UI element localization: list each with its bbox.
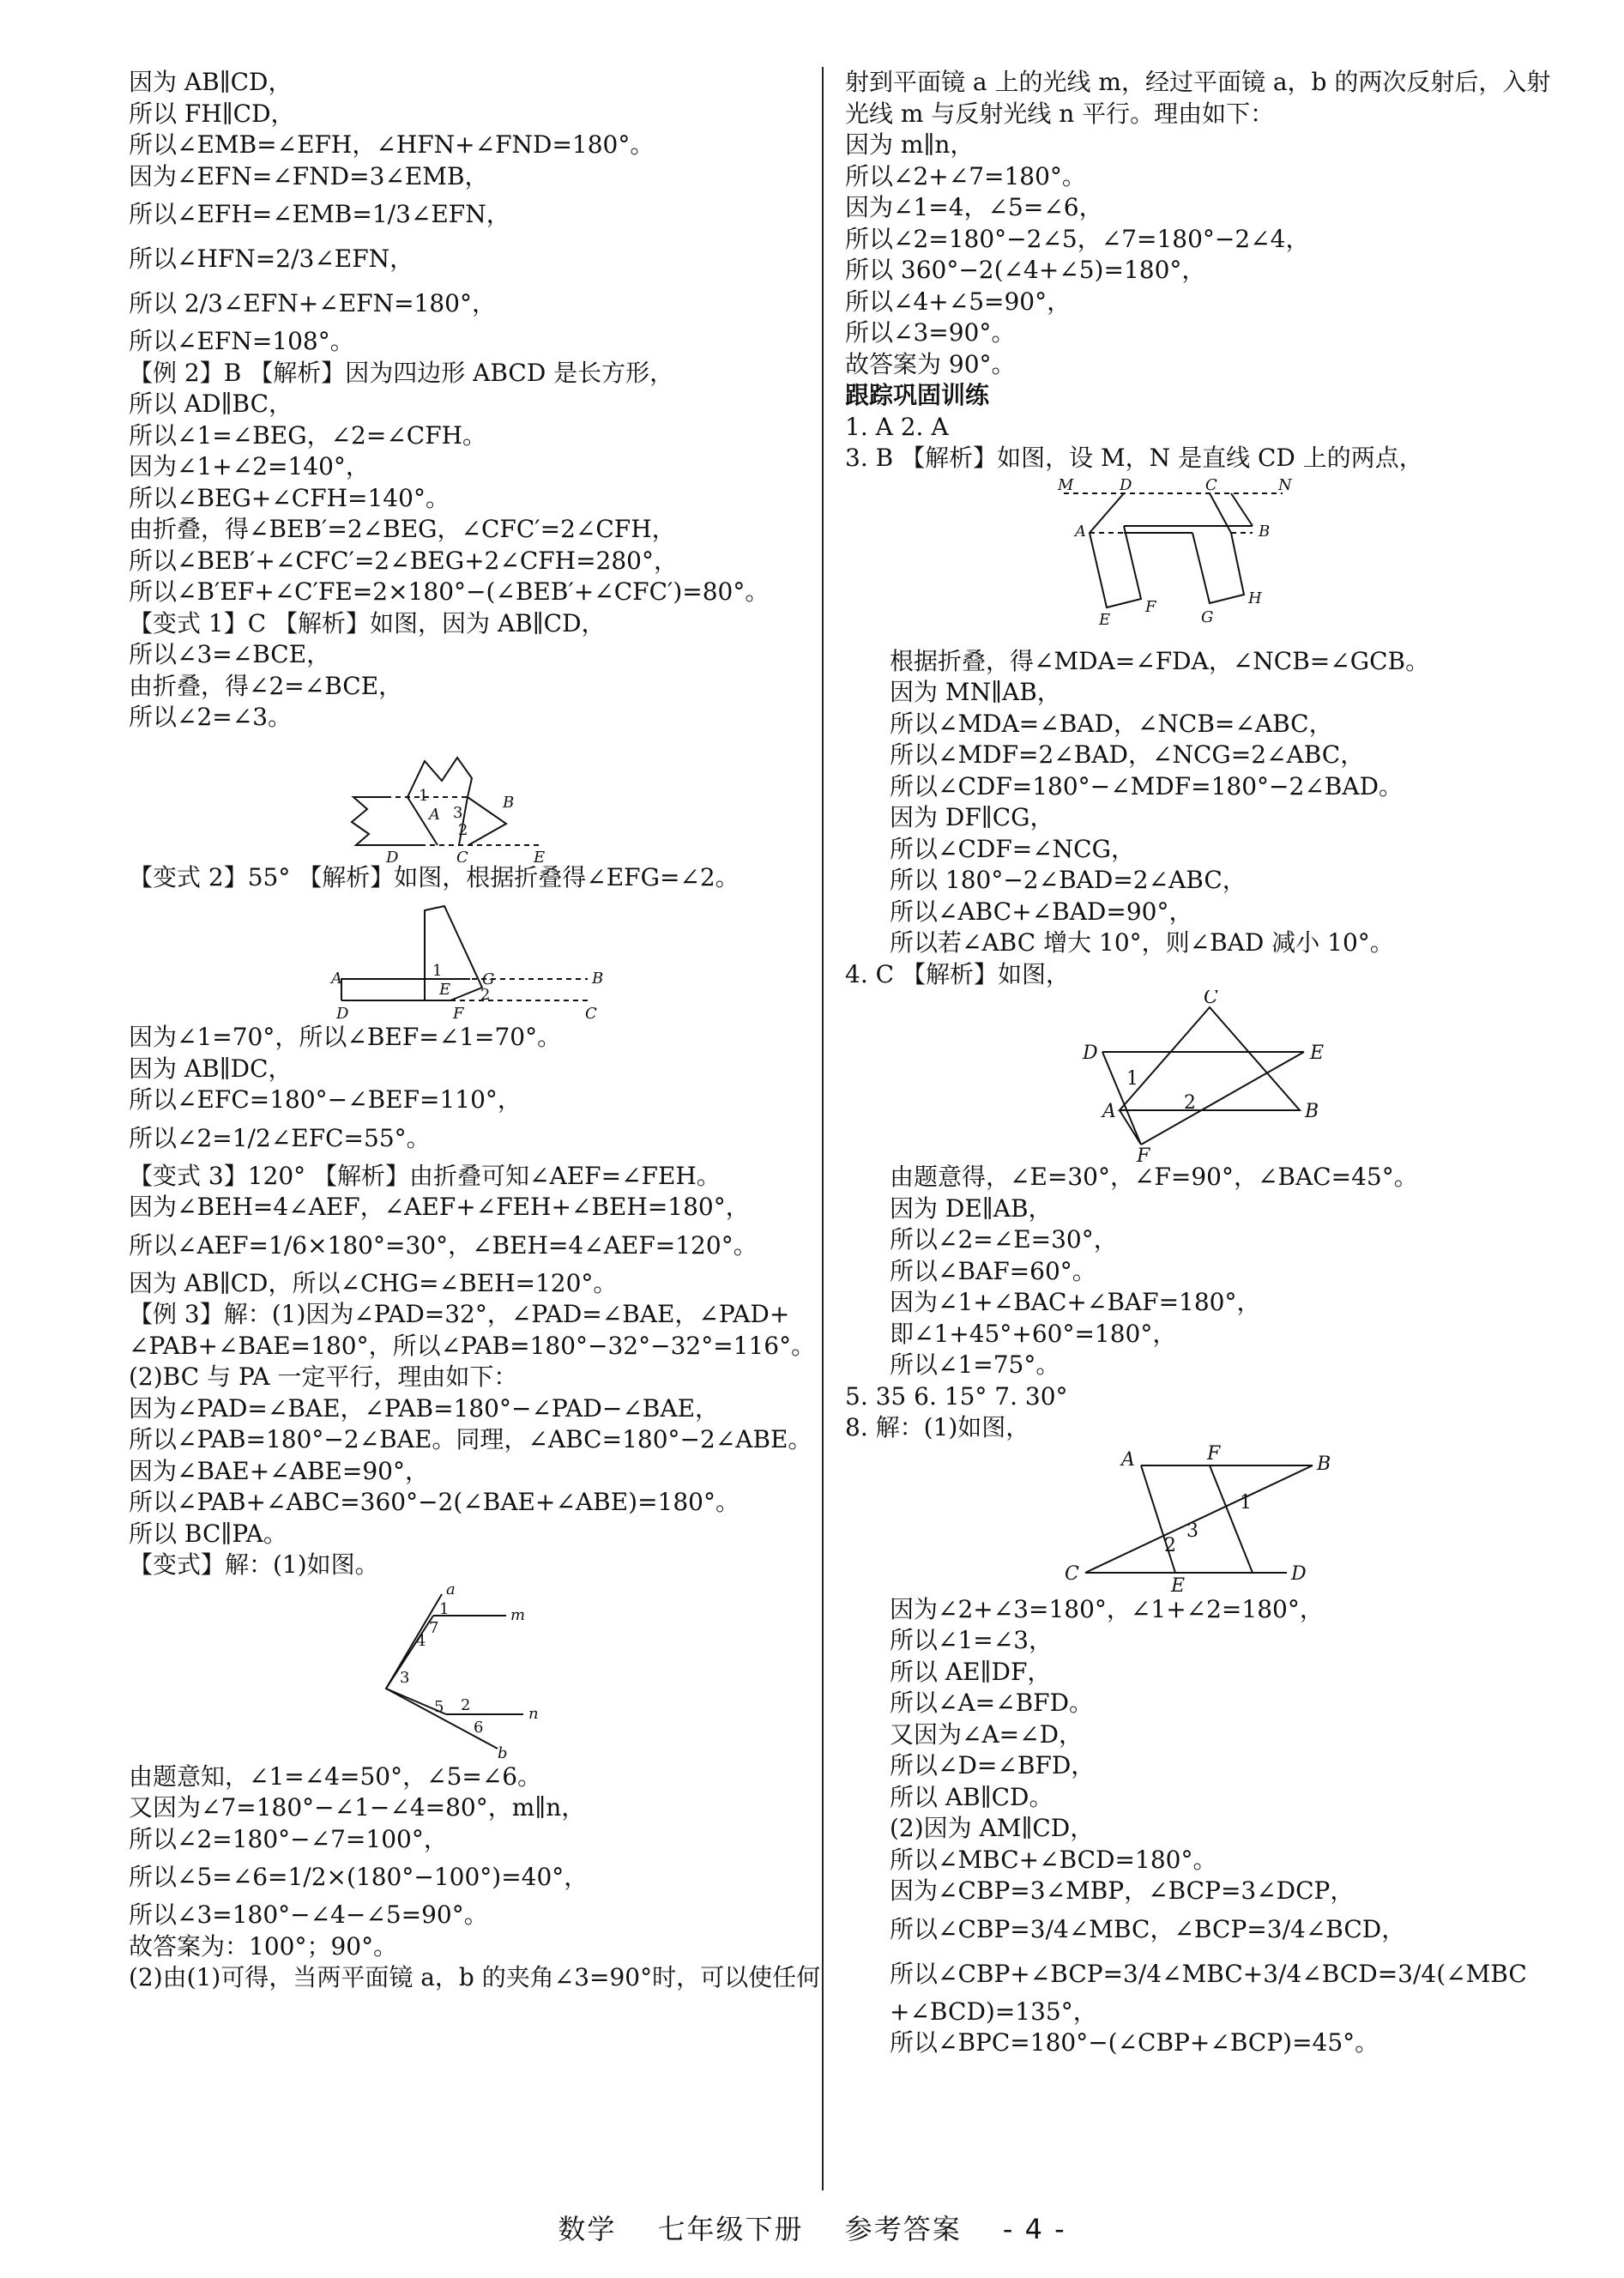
fig-label: 1 <box>419 786 429 805</box>
text-line: 【例 3】解：(1)因为∠PAD=32°，∠PAD=∠BAE，∠PAD+ <box>129 1300 790 1328</box>
text-line: 射到平面镜 a 上的光线 m，经过平面镜 a，b 的两次反射后，入射 <box>845 68 1551 96</box>
fig-label: 7 <box>429 1618 439 1637</box>
text-line: 所以 AE∥DF， <box>890 1657 1052 1686</box>
fig-label: C <box>456 848 468 862</box>
fig-label: F <box>1145 597 1156 616</box>
text-line: 所以∠BEG+∠CFH=140°。 <box>129 483 450 512</box>
fig-label: D <box>386 848 399 862</box>
text-line: 所以∠CDF=180°−∠MDF=180°−2∠BAD。 <box>890 771 1404 801</box>
right-block-2 <box>845 646 1531 959</box>
fig-label: N <box>1278 475 1292 494</box>
fig-label: B <box>1305 1101 1319 1122</box>
fig-label: A <box>1075 522 1086 541</box>
text-line: 所以∠2=180°−2∠5，∠7=180°−2∠4， <box>845 224 1310 253</box>
text-line: 4. C 【解析】如图， <box>845 959 1070 988</box>
text-line: 所以∠MBC+∠BCD=180°。 <box>890 1845 1217 1874</box>
fig-label: 3 <box>400 1668 410 1687</box>
text-line: 因为 MN∥AB， <box>890 678 1061 706</box>
text-line: 所以∠PAB+∠ABC=360°−2(∠BAE+∠ABE)=180°。 <box>129 1488 740 1516</box>
text-line: 所以∠EMB=∠EFH，∠HFN+∠FND=180°。 <box>129 130 655 159</box>
text-line: 所以∠1=∠3， <box>890 1626 1053 1654</box>
text-line: 所以∠A=∠BFD。 <box>890 1689 1094 1717</box>
text-line: 所以∠BEB′+∠CFC′=2∠BEG+2∠CFH=280°， <box>129 546 678 575</box>
fig-label: b <box>498 1743 508 1761</box>
right-block-4 <box>845 1162 1531 1381</box>
fig-label: 2 <box>1164 1534 1176 1556</box>
figure-parallel <box>845 1444 1531 1594</box>
fig-label: G <box>1201 607 1214 626</box>
fig-label: E <box>1310 1042 1325 1064</box>
figure-fold-strip-2 <box>129 893 815 1022</box>
fig-label: C <box>1065 1562 1079 1585</box>
figure-fold-strip-3 <box>845 474 1531 646</box>
fig-label: 3 <box>1186 1520 1198 1542</box>
fig-label: 1 <box>1126 1068 1138 1090</box>
text-line: 所以∠2=1/2∠EFC=55°。 <box>129 1123 431 1152</box>
text-line: 所以∠MDF=2∠BAD，∠NCG=2∠ABC， <box>890 740 1365 769</box>
fig-label: n <box>528 1704 539 1723</box>
fig-label: F <box>1137 1145 1150 1162</box>
text-line: 所以∠BAF=60°。 <box>890 1256 1096 1285</box>
text-line: 所以∠HFN=2/3∠EFN， <box>129 245 414 273</box>
text-line: 所以∠2=180°−∠7=100°， <box>129 1824 448 1853</box>
text-line: 所以∠2+∠7=180°。 <box>845 161 1086 190</box>
left-block-3 <box>129 1022 815 1581</box>
text-line: 即∠1+45°+60°=180°， <box>890 1319 1177 1348</box>
fig-label: E <box>1099 610 1111 629</box>
fig-label: 5 <box>434 1697 444 1716</box>
fig-label: A <box>1121 1448 1135 1471</box>
text-line: 因为 DF∥CG， <box>890 803 1054 831</box>
text-line: 【变式 3】120° 【解析】由折叠可知∠AEF=∠FEH。 <box>129 1161 721 1190</box>
text-line: 所以 BC∥PA。 <box>129 1519 287 1548</box>
column-divider <box>822 67 824 2190</box>
right-block-1 <box>845 67 1551 474</box>
figure-mirrors <box>129 1581 815 1761</box>
text-line: 因为 AB∥DC， <box>129 1054 293 1083</box>
fig-label: F <box>1207 1443 1221 1465</box>
text-line: (2)由(1)可得，当两平面镜 a，b 的夹角∠3=90°时，可以使任何 <box>129 1963 821 1991</box>
footer-grade: 七年级下册 <box>657 2213 804 2245</box>
text-line: 由题意得，∠E=30°，∠F=90°，∠BAC=45°。 <box>890 1163 1418 1191</box>
text-line: 所以 AB∥CD。 <box>890 1782 1053 1811</box>
text-line: 因为∠2+∠3=180°，∠1+∠2=180°， <box>890 1594 1324 1623</box>
figure-triangles <box>845 990 1531 1162</box>
fig-label: H <box>1248 589 1262 607</box>
fig-label: B <box>1317 1453 1331 1475</box>
page-footer <box>0 2208 1624 2247</box>
text-line: 又因为∠A=∠D， <box>890 1719 1084 1749</box>
text-line: 所以∠MDA=∠BAD，∠NCB=∠ABC， <box>890 709 1333 738</box>
text-line: 【变式】解：(1)如图。 <box>129 1550 379 1579</box>
fig-label: a <box>446 1580 456 1598</box>
text-line: 1. A 2. A <box>845 412 949 441</box>
text-line: 所以 2/3∠EFN+∠EFN=180°， <box>129 289 496 317</box>
fig-label: 1 <box>1240 1491 1252 1514</box>
fig-label: 1 <box>432 962 443 980</box>
text-line: 所以∠1=75°。 <box>890 1350 1060 1379</box>
text-line: 所以∠PAB=180°−2∠BAE。同理，∠ABC=180°−2∠ABE。 <box>129 1425 812 1453</box>
fig-label: 6 <box>474 1718 484 1737</box>
text-line: 由折叠，得∠2=∠BCE， <box>129 671 403 700</box>
text-line: 所以 360°−2(∠4+∠5)=180°， <box>845 256 1206 284</box>
fig-label: F <box>453 1005 464 1022</box>
left-column <box>129 67 821 1994</box>
text-line: 根据折叠，得∠MDA=∠FDA，∠NCB=∠GCB。 <box>890 646 1430 675</box>
fig-label: E <box>534 848 546 862</box>
text-line: 所以∠EFC=180°−∠BEF=110°， <box>129 1085 522 1114</box>
fig-label: D <box>1291 1562 1307 1585</box>
fig-label: A <box>331 970 342 988</box>
text-line: 因为∠1+∠BAC+∠BAF=180°， <box>890 1288 1261 1316</box>
text-line: 因为∠1+∠2=140°， <box>129 452 370 480</box>
text-line: 所以∠AEF=1/6×180°=30°，∠BEH=4∠AEF=120°。 <box>129 1230 758 1260</box>
text-line: 所以若∠ABC 增大 10°，则∠BAD 减小 10°。 <box>890 928 1394 957</box>
text-line: 所以 AD∥BC， <box>129 390 293 418</box>
footer-section: 参考答案 <box>844 2213 962 2245</box>
right-block-6 <box>845 1594 1531 2059</box>
fig-label: A <box>1102 1101 1116 1122</box>
text-line: 因为 AB∥CD， <box>129 68 293 96</box>
fig-label: M <box>1058 475 1074 494</box>
text-line: 所以∠EFN=108°。 <box>129 327 354 355</box>
text-line: 所以∠2=∠3。 <box>129 703 293 731</box>
footer-subject: 数学 <box>558 2213 617 2245</box>
fig-label: D <box>1083 1042 1098 1064</box>
text-line: 所以∠3=∠BCE， <box>129 640 331 668</box>
text-line: 所以∠B′EF+∠C′FE=2×180°−(∠BEB′+∠CFC′)=80°。 <box>129 577 770 606</box>
fig-label: B <box>1259 522 1271 541</box>
page-number: - 4 - <box>1002 2213 1066 2245</box>
section-heading: 跟踪巩固训练 <box>845 381 990 409</box>
text-line: 由题意知，∠1=∠4=50°，∠5=∠6。 <box>129 1761 542 1791</box>
fig-label: C <box>585 1005 597 1022</box>
text-line: 光线 m 与反射光线 n 平行。理由如下： <box>845 99 1275 128</box>
text-line: 因为 m∥n， <box>845 130 975 159</box>
text-line: 因为∠PAD=∠BAE，∠PAB=180°−∠PAD−∠BAE， <box>129 1393 720 1423</box>
text-line: 因为∠BEH=4∠AEF，∠AEF+∠FEH+∠BEH=180°， <box>129 1193 750 1221</box>
fig-label: 2 <box>458 820 468 839</box>
text-line: 故答案为：100°；90°。 <box>129 1931 398 1961</box>
text-line: 【变式 1】C 【解析】如图，因为 AB∥CD， <box>129 608 606 637</box>
right-block-5 <box>845 1381 1531 1444</box>
fig-label: 2 <box>461 1695 471 1714</box>
left-block-4 <box>129 1761 821 1994</box>
text-line: ∠PAB+∠BAE=180°，所以∠PAB=180°−32°−32°=116°。 <box>129 1331 816 1360</box>
fig-label: E <box>1171 1574 1186 1594</box>
figure-fold-strip-1 <box>129 734 815 862</box>
text-line: +∠BCD)=135°， <box>890 1997 1097 2026</box>
text-line: 所以∠3=180°−∠4−∠5=90°。 <box>129 1900 488 1929</box>
text-line: 所以∠CBP+∠BCP=3/4∠MBC+3/4∠BCD=3/4(∠MBC <box>890 1959 1527 1988</box>
right-column <box>845 67 1551 2059</box>
text-line: 因为 DE∥AB， <box>890 1193 1053 1223</box>
text-line: 所以∠3=90°。 <box>845 318 1016 347</box>
text-line: 故答案为 90°。 <box>845 349 1016 378</box>
text-line: 所以∠CBP=3/4∠MBC，∠BCP=3/4∠BCD， <box>890 1914 1406 1943</box>
text-line: 所以 180°−2∠BAD=2∠ABC， <box>890 866 1247 894</box>
text-line: 8. 解：(1)如图， <box>845 1413 1030 1441</box>
text-line: 由折叠，得∠BEB′=2∠BEG，∠CFC′=2∠CFH， <box>129 515 676 543</box>
text-line: 因为 AB∥CD，所以∠CHG=∠BEH=120°。 <box>129 1268 618 1297</box>
text-line: 5. 35 6. 15° 7. 30° <box>845 1381 1068 1411</box>
text-line: (2)因为 AM∥CD， <box>890 1814 1095 1842</box>
fig-label: G <box>482 970 495 988</box>
text-line: 因为∠1=70°，所以∠BEF=∠1=70°。 <box>129 1023 562 1051</box>
left-block-1 <box>129 67 815 734</box>
fig-label: B <box>503 793 515 812</box>
text-line: 【例 2】B 【解析】因为四边形 ABCD 是长方形， <box>129 358 674 387</box>
text-line: 所以∠ABC+∠BAD=90°， <box>890 897 1193 926</box>
fig-label: 3 <box>453 803 463 822</box>
text-line: 所以∠4+∠5=90°， <box>845 287 1072 316</box>
fig-label: 2 <box>480 986 491 1004</box>
fig-label: A <box>429 805 440 824</box>
text-line: 所以∠D=∠BFD， <box>890 1751 1096 1779</box>
fig-label: D <box>336 1005 349 1022</box>
text-line: 所以∠2=∠E=30°， <box>890 1225 1118 1254</box>
text-line: 因为∠CBP=3∠MBP，∠BCP=3∠DCP， <box>890 1876 1355 1905</box>
text-line: 因为∠EFN=∠FND=3∠EMB， <box>129 161 489 190</box>
text-line: 所以∠1=∠BEG，∠2=∠CFH。 <box>129 420 487 450</box>
fig-label: B <box>592 970 604 988</box>
fig-label: E <box>439 981 451 999</box>
text-line: (2)BC 与 PA 一定平行，理由如下： <box>129 1363 518 1391</box>
text-line: 【变式 2】55° 【解析】如图，根据折叠得∠EFG=∠2。 <box>129 862 740 891</box>
text-line: 所以∠EFH=∠EMB=1/3∠EFN， <box>129 200 510 228</box>
fig-label: D <box>1120 475 1132 494</box>
fig-label: 2 <box>1184 1092 1196 1114</box>
fig-label: m <box>510 1605 526 1624</box>
text-line: 所以∠5=∠6=1/2×(180°−100°)=40°， <box>129 1863 589 1891</box>
text-line: 因为∠BAE+∠ABE=90°， <box>129 1456 429 1485</box>
text-line: 所以 FH∥CD， <box>129 99 295 128</box>
fig-label: C <box>1205 475 1217 494</box>
fig-label: 4 <box>416 1631 426 1650</box>
text-line: 因为∠1=4，∠5=∠6， <box>845 193 1103 221</box>
text-line: 3. B 【解析】如图，设 M，N 是直线 CD 上的两点， <box>845 444 1423 472</box>
fig-label: C <box>1204 990 1218 1008</box>
fig-label: 1 <box>439 1599 450 1618</box>
text-line: 所以∠BPC=180°−(∠CBP+∠BCP)=45°。 <box>890 2028 1379 2057</box>
text-line: 所以∠CDF=∠NCG， <box>890 834 1135 863</box>
text-line: 又因为∠7=180°−∠1−∠4=80°，m∥n， <box>129 1793 586 1822</box>
